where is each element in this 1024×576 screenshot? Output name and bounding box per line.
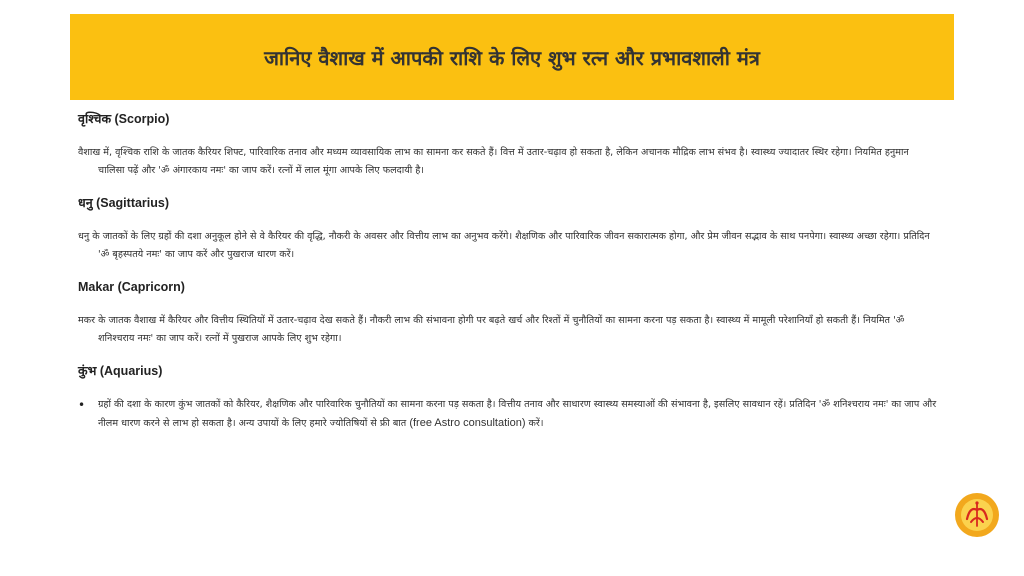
section-text: धनु के जातकों के लिए ग्रहों की दशा अनुकूल होने से वे कैरियर की वृद्धि, नौकरी के अवसर और वित्तीय लाभ का अनुभव करेंगे। शैक्षणिक और पारिवारिक जीवन सकारात्मक होगा, और प्रेम जीवन सद्भाव के साथ पनपेगा। स्वास्थ्य अच्छा रहेगा। प्रतिदिन 'ॐ बृहस्पतये नमः' का जाप करें और पुखराज धारण करें। bbox=[78, 231, 930, 260]
section-heading: धनु (Sagittarius) bbox=[78, 196, 170, 210]
section-heading: Makar (Capricorn) bbox=[78, 280, 185, 294]
section-aquarius bbox=[78, 362, 938, 433]
consultation-link[interactable]: (free Astro consultation) bbox=[409, 417, 526, 429]
astro-logo-icon bbox=[954, 492, 1000, 538]
bullet-text bbox=[98, 396, 938, 433]
section-heading: कुंभ (Aquarius) bbox=[78, 364, 163, 378]
section-capricorn bbox=[78, 278, 938, 348]
main-content bbox=[78, 110, 938, 447]
section-text: वैशाख में, वृश्चिक राशि के जातक कैरियर शिफ्ट, पारिवारिक तनाव और मध्यम व्यावसायिक लाभ का सामना कर सकते हैं। वित्त में उतार-चढ़ाव हो सकता है, लेकिन अचानक मौद्रिक लाभ संभव है। स्वास्थ्य ज्यादातर स्थिर रहेगा। नियमित हनुमान चालिसा पढ़ें और 'ॐ अंगारकाय नमः' का जाप करें। रत्नों में लाल मूंगा आपके लिए फलदायी है। bbox=[78, 147, 909, 176]
title-banner bbox=[70, 14, 954, 100]
section-text: मकर के जातक वैशाख में कैरियर और वित्तीय स्थितियों में उतार-चढ़ाव देख सकते हैं। नौकरी लाभ की संभावना होगी पर बढ़ते खर्च और रिश्तों में चुनौतियों का सामना करना पड़ सकता है। स्वास्थ्य में मामूली परेशानियाँ हो सकती हैं। नियमित 'ॐ शनिश्चराय नमः' का जाप करें। रत्नों में पुखराज आपके लिए शुभ रहेगा। bbox=[78, 315, 905, 344]
aquarius-text: ग्रहों की दशा के कारण कुंभ जातकों को कैरियर, शैक्षणिक और पारिवारिक चुनौतियों का सामना करना पड़ सकता है। वित्तीय तनाव और साधारण स्वास्थ्य समस्याओं की संभावना है, इसलिए सावधान रहें। प्रतिदिन 'ॐ शनिश्चराय नमः' का जाप और नीलम धारण करने से लाभ हो सकता है। अन्य उपायों के लिए हमारे ज्योतिषियों से फ्री बात bbox=[98, 399, 937, 429]
bullet-item bbox=[78, 396, 938, 433]
section-scorpio bbox=[78, 110, 938, 180]
section-heading: वृश्चिक (Scorpio) bbox=[78, 112, 170, 126]
page-title: जानिए वैशाख में आपकी राशि के लिए शुभ रत्न और प्रभावशाली मंत्र bbox=[264, 45, 760, 70]
section-sagittarius bbox=[78, 194, 938, 264]
aquarius-text-tail: करें। bbox=[525, 418, 544, 429]
bullet-icon: • bbox=[78, 398, 86, 412]
